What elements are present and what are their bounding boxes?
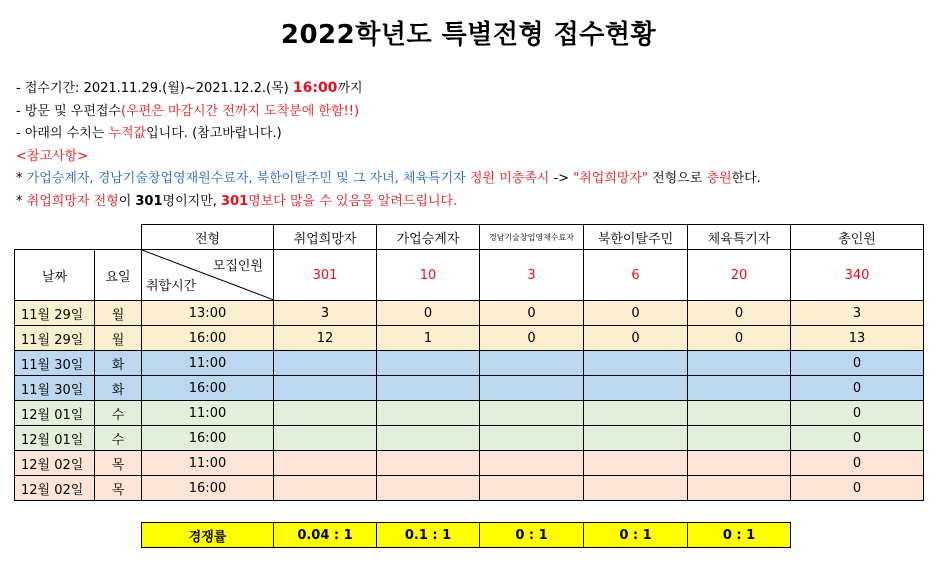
- quota-cell: 3: [480, 250, 584, 301]
- row-day: 수: [95, 426, 142, 451]
- row-value: [584, 401, 688, 426]
- row-value: [480, 476, 584, 501]
- row-value: [377, 376, 480, 401]
- row-value: 0: [480, 326, 584, 351]
- header-type: 전형: [142, 225, 274, 250]
- header-day: 요일: [95, 250, 142, 301]
- table-quota-row: [15, 250, 924, 301]
- note-visit: [16, 101, 761, 124]
- row-value: 0: [791, 401, 924, 426]
- row-value: [480, 451, 584, 476]
- table-row: [15, 401, 924, 426]
- header-col-3: 경남기술창업영재수료자: [480, 225, 584, 250]
- row-value: [274, 476, 377, 501]
- row-value: [688, 376, 791, 401]
- row-value: [274, 401, 377, 426]
- note-ref1-bullet: *: [16, 171, 27, 187]
- note-cumul-suffix: 입니다. (참고바랍니다.): [146, 126, 282, 142]
- row-day: 월: [95, 326, 142, 351]
- row-value: [688, 351, 791, 376]
- ratio-value: 0.04 : 1: [274, 523, 377, 548]
- row-time: 11:00: [142, 451, 274, 476]
- row-date: 11월 30일: [15, 351, 95, 376]
- table-row: [15, 301, 924, 326]
- row-value: 0: [791, 426, 924, 451]
- row-value: 0: [791, 476, 924, 501]
- note-ref1-red1: 정원 미충족시: [465, 171, 550, 187]
- row-value: 3: [274, 301, 377, 326]
- row-value: [377, 476, 480, 501]
- row-value: [377, 351, 480, 376]
- row-value: [688, 401, 791, 426]
- note-ref2-bold: 301: [135, 193, 163, 209]
- row-date: 12월 01일: [15, 426, 95, 451]
- row-value: [274, 451, 377, 476]
- row-value: 0: [377, 301, 480, 326]
- note-ref2-red2: 명보다 많을 수 있음을 알려드립니다.: [248, 193, 458, 209]
- header-col-6: 총인원: [791, 225, 924, 250]
- note-period-text: - 접수기간: 2021.11.29.(월)~2021.12.2.(목): [16, 81, 293, 96]
- table-header-row: [15, 225, 924, 250]
- row-value: 0: [480, 301, 584, 326]
- row-value: [274, 351, 377, 376]
- row-time: 13:00: [142, 301, 274, 326]
- note-ref2-mid2: 명이지만,: [162, 193, 222, 209]
- row-value: [480, 351, 584, 376]
- row-value: 13: [791, 326, 924, 351]
- note-cumul-prefix: - 아래의 수치는: [16, 126, 109, 142]
- row-value: 0: [688, 301, 791, 326]
- row-value: [377, 426, 480, 451]
- note-ref1-arrow: ->: [549, 171, 574, 187]
- row-value: 0: [791, 351, 924, 376]
- row-value: [688, 451, 791, 476]
- row-day: 화: [95, 376, 142, 401]
- row-value: [584, 476, 688, 501]
- ratio-value: 0.1 : 1: [377, 523, 480, 548]
- row-value: [480, 426, 584, 451]
- quota-cell: 301: [274, 250, 377, 301]
- row-date: 12월 02일: [15, 451, 95, 476]
- row-day: 수: [95, 401, 142, 426]
- note-ref1-suffix: 한다.: [731, 171, 761, 187]
- row-date: 12월 01일: [15, 401, 95, 426]
- row-value: [274, 426, 377, 451]
- quota-cell: 20: [688, 250, 791, 301]
- row-value: 1: [377, 326, 480, 351]
- row-value: 0: [584, 301, 688, 326]
- note-reference-label: <참고사항>: [16, 148, 89, 164]
- note-ref1-red2: "취업희망자": [573, 171, 648, 187]
- row-value: [377, 401, 480, 426]
- row-time: 16:00: [142, 376, 274, 401]
- blank-corner: [15, 225, 142, 250]
- row-value: [688, 426, 791, 451]
- row-time: 11:00: [142, 401, 274, 426]
- ratio-value: 0 : 1: [688, 523, 791, 548]
- note-period-suffix: 까지: [337, 81, 363, 96]
- note-ref1-blue: 가업승계자, 경남기술창업영재원수료자, 북한이탈주민 및 그 자녀, 체육특기자: [26, 171, 466, 187]
- row-day: 목: [95, 476, 142, 501]
- notes-section: [16, 77, 761, 214]
- quota-cell: 340: [791, 250, 924, 301]
- row-value: [480, 376, 584, 401]
- quota-cell: 6: [584, 250, 688, 301]
- row-value: 3: [791, 301, 924, 326]
- header-col-5: 체육특기자: [688, 225, 791, 250]
- table-row: [15, 351, 924, 376]
- header-recruit: 모집인원: [212, 259, 263, 274]
- row-value: 0: [584, 326, 688, 351]
- row-value: [584, 376, 688, 401]
- row-day: 목: [95, 451, 142, 476]
- row-day: 화: [95, 351, 142, 376]
- table-row: [15, 326, 924, 351]
- header-col-1: 취업희망자: [274, 225, 377, 250]
- row-value: [274, 376, 377, 401]
- row-value: [377, 451, 480, 476]
- note-period-time: 16:00: [292, 80, 338, 96]
- ratio-table: [141, 522, 791, 548]
- note-ref2-bullet: *: [16, 193, 27, 209]
- status-table: [14, 224, 924, 501]
- row-value: [480, 401, 584, 426]
- note-reference-1: [16, 168, 761, 191]
- note-period: [16, 77, 761, 101]
- row-date: 12월 02일: [15, 476, 95, 501]
- row-time: 11:00: [142, 351, 274, 376]
- note-visit-red: (우편은 마감시간 전까지 도착분에 한함!!): [121, 103, 360, 119]
- row-value: [584, 451, 688, 476]
- note-ref1-red3: 충원: [706, 171, 732, 187]
- row-value: [584, 351, 688, 376]
- row-date: 11월 30일: [15, 376, 95, 401]
- ratio-row: [142, 523, 791, 548]
- diagonal-header-cell: [142, 250, 274, 301]
- ratio-value: 0 : 1: [480, 523, 584, 548]
- row-value: [688, 476, 791, 501]
- quota-cell: 10: [377, 250, 480, 301]
- note-cumul-red: 누적값: [108, 126, 147, 142]
- row-value: 0: [791, 451, 924, 476]
- row-value: 0: [688, 326, 791, 351]
- header-date: 날짜: [15, 250, 95, 301]
- table-row: [15, 426, 924, 451]
- note-ref2-red1: 취업희망자 전형: [26, 193, 119, 209]
- row-date: 11월 29일: [15, 301, 95, 326]
- row-day: 월: [95, 301, 142, 326]
- row-value: 12: [274, 326, 377, 351]
- row-time: 16:00: [142, 326, 274, 351]
- ratio-label: 경쟁률: [142, 523, 274, 548]
- table-row: [15, 476, 924, 501]
- note-reference-2: [16, 191, 761, 214]
- table-row: [15, 451, 924, 476]
- row-date: 11월 29일: [15, 326, 95, 351]
- page-title: 2022학년도 특별전형 접수현황: [280, 20, 657, 50]
- row-value: 0: [791, 376, 924, 401]
- row-time: 16:00: [142, 476, 274, 501]
- note-visit-text: - 방문 및 우편접수: [16, 103, 121, 119]
- header-time: 취합시간: [146, 279, 197, 294]
- row-time: 16:00: [142, 426, 274, 451]
- header-col-4: 북한이탈주민: [584, 225, 688, 250]
- row-value: [584, 426, 688, 451]
- ratio-value: 0 : 1: [584, 523, 688, 548]
- note-ref2-mid: 이: [118, 193, 136, 209]
- note-ref1-mid: 전형으로: [647, 171, 707, 187]
- table-row: [15, 376, 924, 401]
- note-cumulative: [16, 123, 761, 146]
- header-col-2: 가업승계자: [377, 225, 480, 250]
- note-ref2-redbold: 301: [221, 193, 249, 209]
